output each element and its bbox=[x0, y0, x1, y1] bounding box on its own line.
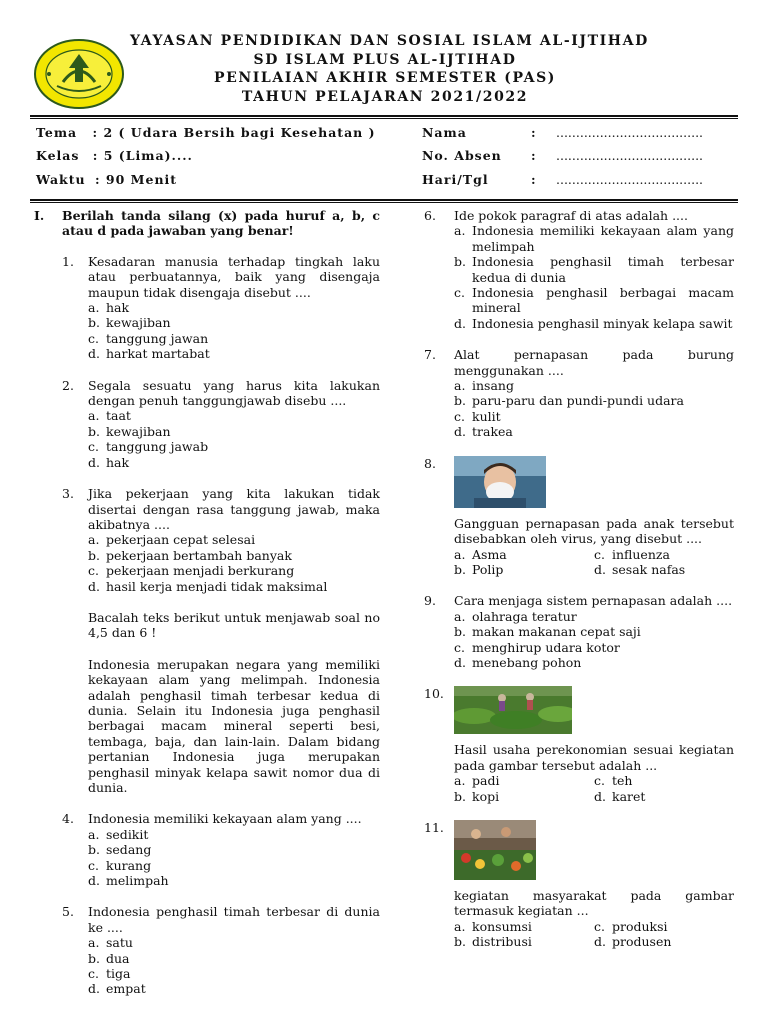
option-d[interactable]: d. Indonesia penghasil minyak kelapa sawit bbox=[454, 315, 733, 331]
option-d[interactable]: d. produsen bbox=[594, 934, 672, 950]
right-column bbox=[424, 206, 734, 950]
reading-intro: Bacalah teks berikut untuk menjawab soal no 4,5 dan 6 ! bbox=[88, 609, 380, 641]
kelas-value: : 5 (Lima).... bbox=[92, 148, 193, 163]
header-divider-thin bbox=[30, 118, 738, 119]
tema-value: : 2 ( Udara Bersih bagi Kesehatan ) bbox=[92, 125, 376, 140]
absen-label: No. Absen bbox=[422, 148, 502, 163]
option-a[interactable]: a. Asma bbox=[454, 546, 507, 562]
question-number: 2. bbox=[62, 377, 74, 393]
info-divider bbox=[30, 199, 738, 201]
option-b[interactable]: b. kewajiban bbox=[88, 315, 171, 331]
option-a[interactable]: a. pekerjaan cepat selesai bbox=[88, 532, 256, 548]
question-number: 5. bbox=[62, 904, 74, 920]
question-stem: Indonesia memiliki kekayaan alam yang .... bbox=[88, 811, 362, 827]
option-b[interactable]: b. kopi bbox=[454, 788, 500, 804]
waktu-row bbox=[36, 172, 177, 187]
question-9 bbox=[424, 593, 734, 670]
option-b[interactable]: b. Polip bbox=[454, 561, 504, 577]
absen-colon: : bbox=[531, 148, 537, 163]
option-a[interactable]: a. hak bbox=[88, 300, 130, 316]
question-stem: kegiatan masyarakat pada gambar termasuk kegiatan ... bbox=[454, 887, 734, 919]
question-number: 8. bbox=[424, 455, 436, 471]
option-b[interactable]: b. paru-paru dan pundi-pundi udara bbox=[454, 393, 684, 409]
question-number: 4. bbox=[62, 811, 74, 827]
question-stem: Cara menjaga sistem pernapasan adalah .... bbox=[454, 593, 733, 609]
question-stem: Indonesia penghasil timah terbesar di dunia ke .... bbox=[88, 904, 380, 935]
option-c[interactable]: c. tanggung jawab bbox=[88, 439, 209, 455]
hari-colon: : bbox=[531, 172, 537, 187]
header-line-3: PENILAIAN AKHIR SEMESTER (PAS) bbox=[213, 70, 557, 86]
school-header bbox=[130, 32, 649, 106]
question-number: 7. bbox=[424, 347, 436, 363]
option-d[interactable]: d. hak bbox=[88, 454, 130, 470]
tema-label: Tema bbox=[36, 125, 78, 140]
hari-label: Hari/Tgl bbox=[422, 172, 489, 187]
option-a[interactable]: a. sedikit bbox=[88, 826, 149, 842]
question-8 bbox=[424, 456, 734, 578]
instruction-text: Berilah tanda silang (x) pada huruf a, b, c atau d pada jawaban yang benar! bbox=[62, 208, 380, 239]
question-stem: Ide pokok paragraf di atas adalah .... bbox=[454, 208, 688, 223]
option-c[interactable]: c. produksi bbox=[594, 918, 668, 934]
question-number: 11. bbox=[424, 819, 444, 835]
option-d[interactable]: d. empat bbox=[88, 981, 146, 997]
tema-row bbox=[36, 125, 376, 140]
instruction bbox=[34, 208, 380, 239]
option-c[interactable]: c. kulit bbox=[454, 408, 501, 424]
kelas-row bbox=[36, 148, 193, 163]
option-b[interactable]: b. Indonesia penghasil timah terbesar kedua di dunia bbox=[454, 254, 734, 285]
option-b[interactable]: b. pekerjaan bertambah banyak bbox=[88, 547, 292, 563]
option-c[interactable]: c. kurang bbox=[88, 857, 152, 873]
option-a[interactable]: a. taat bbox=[88, 408, 131, 424]
kelas-label: Kelas bbox=[36, 148, 80, 163]
option-d[interactable]: d. hasil kerja menjadi tidak maksimal bbox=[88, 578, 328, 594]
left-column bbox=[34, 206, 380, 997]
header-line-4: TAHUN PELAJARAN 2021/2022 bbox=[241, 88, 529, 105]
option-c[interactable]: c. influenza bbox=[594, 546, 670, 562]
option-a[interactable]: a. padi bbox=[454, 773, 500, 789]
option-c[interactable]: c. pekerjaan menjadi berkurang bbox=[88, 563, 295, 579]
question-number: 1. bbox=[62, 253, 74, 269]
market-photo bbox=[454, 820, 536, 880]
question-7 bbox=[424, 347, 734, 439]
option-c[interactable]: c. tiga bbox=[88, 966, 131, 982]
question-stem: Kesadaran manusia terhadap tingkah laku atau perbuatannya, baik yang disengaja maupun tidak disengaja disebut .... bbox=[88, 253, 380, 300]
option-a[interactable]: a. insang bbox=[454, 378, 514, 394]
option-d[interactable]: d. trakea bbox=[454, 424, 513, 440]
tea-plantation-photo bbox=[454, 686, 572, 734]
option-a[interactable]: a. olahraga teratur bbox=[454, 608, 577, 624]
option-b[interactable]: b. kewajiban bbox=[88, 423, 171, 439]
option-d[interactable]: d. harkat martabat bbox=[88, 346, 210, 362]
nama-field[interactable]: ..................................... bbox=[556, 125, 704, 140]
hari-field[interactable]: ..................................... bbox=[556, 172, 704, 187]
header-line-2: SD ISLAM PLUS AL-IJTIHAD bbox=[253, 51, 517, 68]
option-a[interactable]: a. Indonesia memiliki kekayaan alam yang melimpah bbox=[454, 223, 734, 254]
question-stem: Jika pekerjaan yang kita lakukan tidak disertai dengan rasa tanggung jawab, maka akibatnya .... bbox=[88, 486, 380, 532]
question-number: 3. bbox=[62, 486, 74, 502]
absen-field[interactable]: ..................................... bbox=[556, 148, 704, 163]
option-c[interactable]: c. Indonesia penghasil berbagai macam mineral bbox=[454, 285, 734, 316]
option-d[interactable]: d. karet bbox=[594, 788, 646, 804]
question-11 bbox=[424, 820, 734, 950]
option-c[interactable]: c. menghirup udara kotor bbox=[454, 639, 620, 655]
info-divider-thin bbox=[30, 202, 738, 203]
sneezing-child-photo bbox=[454, 456, 546, 508]
option-b[interactable]: b. sedang bbox=[88, 842, 152, 858]
question-10 bbox=[424, 686, 734, 804]
nama-colon: : bbox=[531, 125, 537, 140]
option-d[interactable]: d. melimpah bbox=[88, 873, 169, 889]
question-stem: Hasil usaha perekonomian sesuai kegiatan pada gambar tersebut adalah ... bbox=[454, 742, 734, 773]
question-1 bbox=[34, 254, 380, 362]
option-d[interactable]: d. menebang pohon bbox=[454, 654, 582, 670]
nama-label: Nama bbox=[422, 125, 467, 140]
question-3 bbox=[34, 486, 380, 594]
question-number: 9. bbox=[424, 593, 436, 609]
option-c[interactable]: c. tanggung jawan bbox=[88, 330, 209, 346]
header-line-1: YAYASAN PENDIDIKAN DAN SOSIAL ISLAM AL-IJTIHAD bbox=[130, 33, 649, 49]
school-logo bbox=[33, 38, 125, 110]
question-number: 10. bbox=[424, 686, 444, 702]
header-divider bbox=[30, 115, 738, 117]
question-2 bbox=[34, 378, 380, 470]
option-b[interactable]: b. makan makanan cepat saji bbox=[454, 624, 641, 640]
reading-text: Indonesia merupakan negara yang memiliki kekayaan alam yang melimpah. Indonesia adalah penghasil timah terbesar kedua di dunia. Selain itu Indonesia juga penghasil berbagai macam mineral seperti besi, tembaga, baja, dan lain-lain. Dalam bidang pertanian Indonesia juga merupakan penghasil minyak kelapa sawit nomor dua di dunia. bbox=[88, 656, 380, 795]
waktu-value: : 90 Menit bbox=[94, 172, 178, 187]
question-stem: Segala sesuatu yang harus kita lakukan dengan penuh tanggungjawab disebu .... bbox=[88, 377, 380, 409]
option-c[interactable]: c. teh bbox=[594, 773, 633, 789]
option-d[interactable]: d. sesak nafas bbox=[594, 561, 686, 577]
question-number: 6. bbox=[424, 208, 436, 223]
question-stem: Gangguan pernapasan pada anak tersebut disebabkan oleh virus, yang disebut .... bbox=[454, 515, 734, 547]
question-6 bbox=[424, 208, 734, 331]
option-a[interactable]: a. konsumsi bbox=[454, 918, 532, 934]
waktu-label: Waktu bbox=[36, 172, 86, 187]
section-number: I. bbox=[34, 208, 45, 223]
question-4 bbox=[34, 811, 380, 888]
option-b[interactable]: b. distribusi bbox=[454, 934, 532, 950]
option-b[interactable]: b. dua bbox=[88, 950, 130, 966]
option-a[interactable]: a. satu bbox=[88, 935, 133, 951]
question-5 bbox=[34, 904, 380, 996]
question-stem: Alat pernapasan pada burung menggunakan .... bbox=[454, 347, 734, 378]
